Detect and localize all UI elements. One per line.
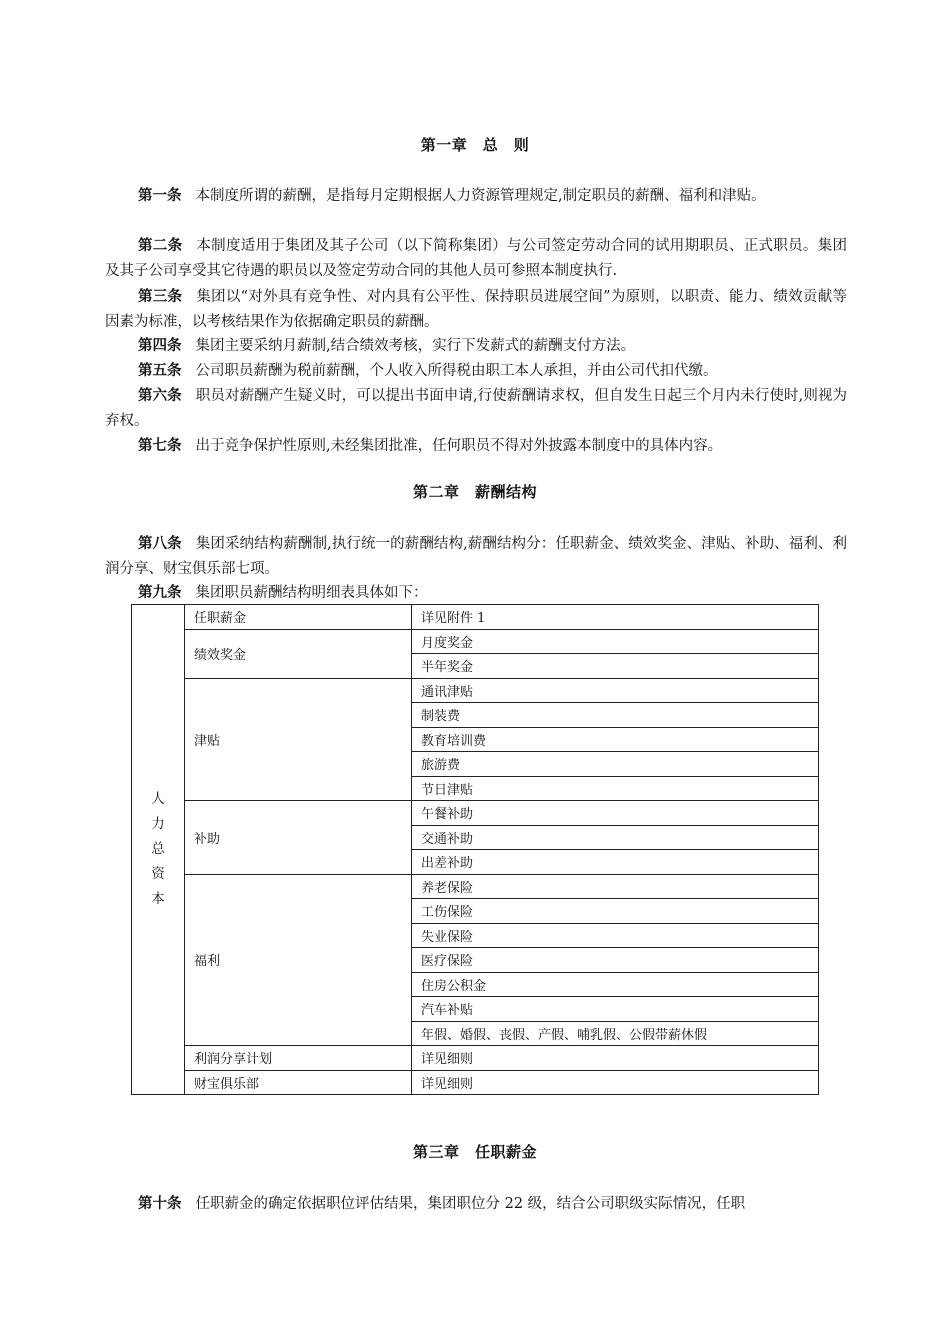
article-10 (105, 1191, 847, 1217)
chapter-1-title: 第一章 总 则 (420, 136, 530, 154)
article-number: 第二条 (138, 237, 183, 254)
article-6 (105, 383, 847, 434)
item-cell: 详见细则 (412, 1046, 819, 1071)
item-cell: 节日津贴 (412, 776, 819, 801)
article-number: 第四条 (138, 337, 182, 354)
item-cell: 工伤保险 (412, 899, 819, 924)
article-8 (105, 531, 847, 582)
item-cell: 教育培训费 (412, 727, 819, 752)
item-cell: 详见附件 1 (412, 605, 819, 630)
category-cell: 补助 (185, 801, 412, 875)
table-row (132, 629, 819, 654)
table-row (132, 678, 819, 703)
article-text: 出于竞争保护性原则,未经集团批准，任何职员不得对外披露本制度中的具体内容。 (195, 438, 723, 454)
article-text: 集团以“对外具有竞争性、对内具有公平性、保持职员进展空间”为原则，以职责、能力、绩效贡献等因素为标准，以考核结果作为依据确定职员的薪酬。 (105, 289, 847, 330)
item-cell: 通讯津贴 (412, 678, 819, 703)
salary-structure-table (131, 604, 819, 1095)
article-3 (105, 284, 847, 335)
article-text: 任职薪金的确定依据职位评估结果，集团职位分 22 级，结合公司职级实际情况，任职 (195, 1196, 746, 1212)
category-cell: 绩效奖金 (185, 629, 412, 678)
article-number: 第十条 (138, 1195, 182, 1212)
item-cell: 月度奖金 (412, 629, 819, 654)
chapter-3-title: 第三章 任职薪金 (412, 1143, 537, 1161)
item-cell: 养老保险 (412, 874, 819, 899)
article-text: 集团采纳结构薪酬制,执行统一的薪酬结构,薪酬结构分：任职薪金、绩效奖金、津贴、补助、福利、利润分享、财宝俱乐部七项。 (105, 536, 848, 577)
article-number: 第八条 (138, 535, 182, 552)
item-cell: 午餐补助 (412, 801, 819, 826)
article-5 (105, 358, 847, 384)
table-row (132, 1070, 819, 1095)
table-row (132, 874, 819, 899)
item-cell: 失业保险 (412, 923, 819, 948)
item-cell: 汽车补贴 (412, 997, 819, 1022)
category-cell: 财宝俱乐部 (185, 1070, 412, 1095)
article-text: 本制度所谓的薪酬，是指每月定期根据人力资源管理规定,制定职员的薪酬、福利和津贴。 (195, 188, 766, 204)
category-cell: 任职薪金 (185, 605, 412, 630)
article-number: 第九条 (138, 584, 182, 601)
item-cell: 出差补助 (412, 850, 819, 875)
chapter-2-title: 第二章 薪酬结构 (412, 483, 537, 501)
article-2 (105, 233, 847, 284)
article-text: 本制度适用于集团及其子公司（以下简称集团）与公司签定劳动合同的试用期职员、正式职员。集团及其子公司享受其它待遇的职员以及签定劳动合同的其他人员可参照本制度执行. (105, 238, 848, 279)
item-cell: 制装费 (412, 703, 819, 728)
article-number: 第三条 (138, 288, 183, 305)
category-cell: 福利 (185, 874, 412, 1046)
category-cell: 利润分享计划 (185, 1046, 412, 1071)
article-text: 集团主要采纳月薪制,结合绩效考核，实行下发薪式的薪酬支付方法。 (195, 338, 636, 354)
article-9 (105, 580, 847, 606)
article-1 (105, 183, 847, 209)
article-number: 第六条 (138, 387, 182, 404)
article-4 (105, 333, 847, 359)
item-cell: 交通补助 (412, 825, 819, 850)
article-text: 职员对薪酬产生疑义时，可以提出书面申请,行使薪酬请求权，但自发生日起三个月内未行使时,则视为弃权。 (105, 388, 848, 429)
table-row (132, 605, 819, 630)
article-number: 第五条 (138, 362, 182, 379)
article-text: 公司职员薪酬为税前薪酬，个人收入所得税由职工本人承担，并由公司代扣代缴。 (195, 363, 718, 379)
item-cell: 住房公积金 (412, 972, 819, 997)
item-cell: 医疗保险 (412, 948, 819, 973)
article-7 (105, 433, 847, 459)
table-row (132, 1046, 819, 1071)
article-number: 第七条 (138, 437, 182, 454)
item-cell: 半年奖金 (412, 654, 819, 679)
item-cell: 详见细则 (412, 1070, 819, 1095)
item-cell: 年假、婚假、丧假、产假、哺乳假、公假带薪休假 (412, 1021, 819, 1046)
item-cell: 旅游费 (412, 752, 819, 777)
category-cell: 津贴 (185, 678, 412, 801)
article-number: 第一条 (138, 187, 182, 204)
root-cell (132, 605, 185, 1095)
article-text: 集团职员薪酬结构明细表具体如下： (195, 585, 428, 601)
table-row (132, 801, 819, 826)
root-label: 人力总资本 (151, 791, 165, 907)
